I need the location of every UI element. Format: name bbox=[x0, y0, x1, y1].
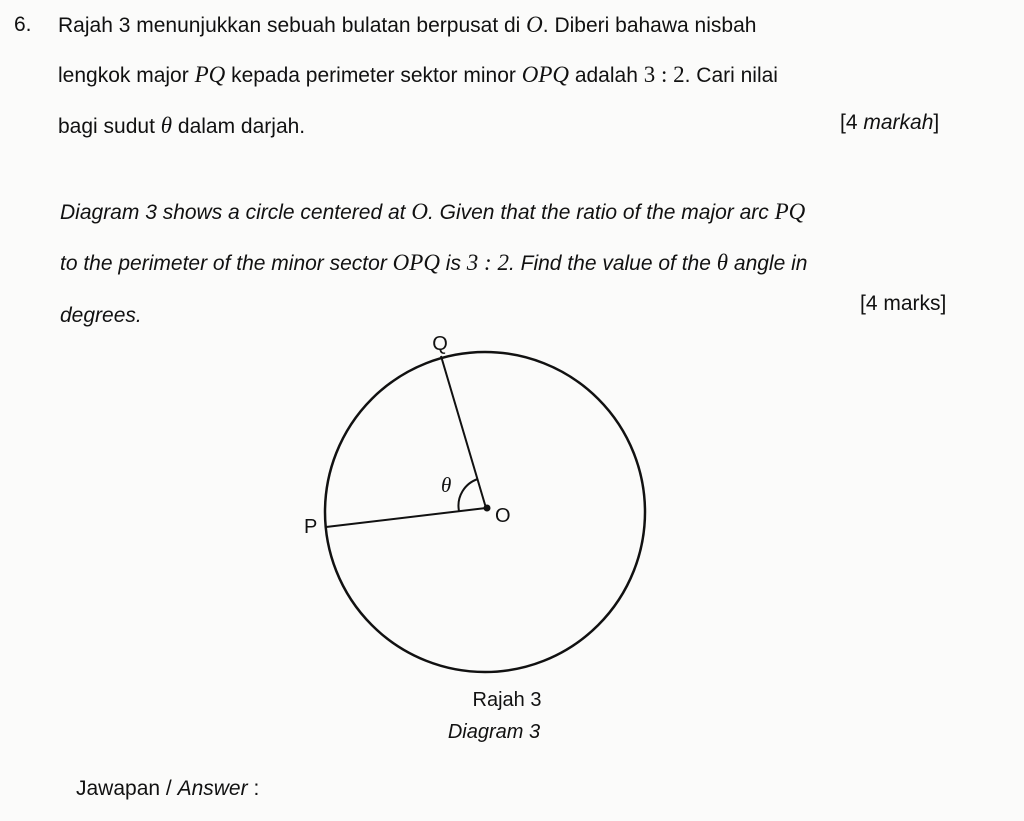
text: Jawapan / bbox=[76, 777, 178, 800]
text: bagi sudut bbox=[58, 115, 161, 138]
label-q: Q bbox=[432, 333, 448, 355]
math-o: O bbox=[411, 199, 428, 224]
text: . Diberi bahawa nisbah bbox=[542, 14, 757, 37]
angle-arc bbox=[458, 479, 478, 511]
text-italic: Answer bbox=[177, 777, 248, 800]
center-point bbox=[484, 505, 491, 512]
label-o: O bbox=[495, 505, 511, 527]
caption-malay: Rajah 3 bbox=[472, 689, 542, 711]
marks-number: 4 bbox=[845, 111, 864, 134]
question-english-line-3: degrees. bbox=[60, 304, 142, 327]
text: Rajah 3 menunjukkan sebuah bulatan berpusat di bbox=[58, 14, 527, 37]
text: dalam darjah. bbox=[172, 115, 306, 138]
text: . Cari nilai bbox=[684, 64, 778, 87]
circle bbox=[325, 352, 645, 672]
math-opq: OPQ bbox=[392, 250, 440, 275]
marks-bracket-close: ] bbox=[933, 111, 940, 134]
text: Diagram 3 shows a circle centered at bbox=[60, 201, 412, 224]
math-ratio: 3 : 2 bbox=[643, 62, 685, 87]
text: : bbox=[247, 777, 260, 800]
marks-english: [4 marks] bbox=[860, 292, 947, 315]
text: lengkok major bbox=[58, 64, 195, 87]
text: . Find the value of the bbox=[508, 252, 717, 275]
math-theta: θ bbox=[160, 113, 173, 138]
question-number: 6. bbox=[14, 13, 32, 36]
label-p: P bbox=[304, 516, 318, 538]
text: angle in bbox=[728, 252, 808, 275]
math-o: O bbox=[526, 12, 543, 37]
answer-label bbox=[76, 776, 259, 802]
radius-op bbox=[326, 508, 486, 527]
math-pq: PQ bbox=[774, 199, 806, 224]
math-pq: PQ bbox=[194, 62, 226, 87]
text: is bbox=[439, 252, 467, 275]
text: adalah bbox=[568, 64, 644, 87]
math-theta: θ bbox=[716, 250, 729, 275]
caption-english: Diagram 3 bbox=[447, 721, 541, 743]
math-opq: OPQ bbox=[521, 62, 569, 87]
marks-word: markah bbox=[863, 111, 934, 134]
text: . Given that the ratio of the major arc bbox=[427, 201, 775, 224]
text: to the perimeter of the minor sector bbox=[60, 252, 393, 275]
text: kepada perimeter sektor minor bbox=[225, 64, 522, 87]
label-theta: θ bbox=[441, 473, 452, 497]
marks-bracket-open: [ bbox=[840, 111, 846, 134]
math-ratio: 3 : 2 bbox=[466, 250, 509, 275]
